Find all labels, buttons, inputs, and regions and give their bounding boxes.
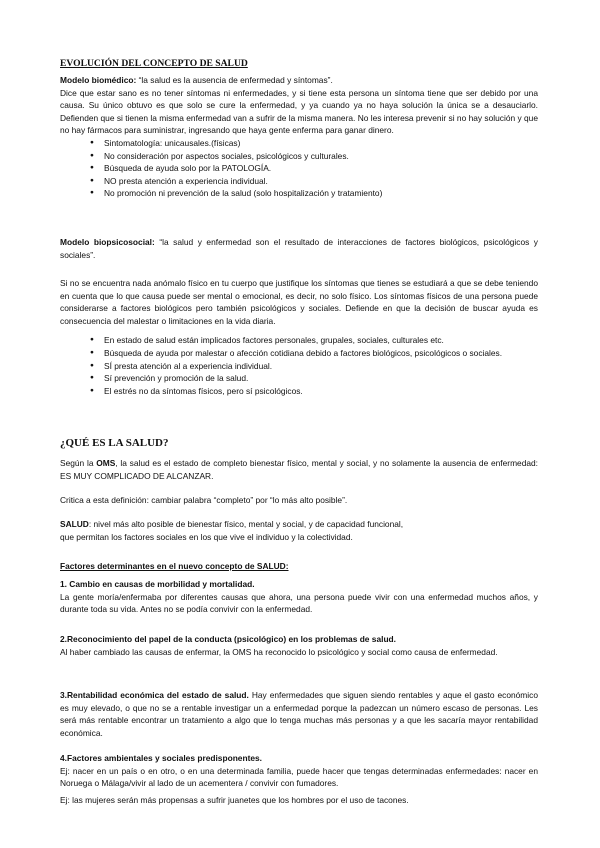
- list-item: ● No promoción ni prevención de la salud (solo hospitalización y tratamiento): [94, 187, 538, 200]
- factor-4-body: Ej: nacer en un país o en otro, o en una determinada familia, puede hacer que tengas determinadas enfermedades: nacer en Noruega o Málaga/vivir al lado de un acementera / convivir con fumadores.: [60, 765, 538, 789]
- list-item: ● Sintomatología: unicausales.(físicas): [94, 137, 538, 150]
- biopsychosocial-section: [60, 236, 538, 261]
- document-title: EVOLUCIÓN DEL CONCEPTO DE SALUD: [60, 58, 248, 69]
- biomedical-body: Dice que estar sano es no tener síntomas ni enfermedades, y si tiene esta persona un síntoma tiene que ser debido por una causa. Su único obtuvo es que solo se cure la enfermedad, y ya cuando ya no haya solución la única se a desauciarlo. Defienden que si tienen la misma enfermedad van a sufrir de la misma manera. No les interesa prevenir si no hay solución y que no hay fármacos para suministrar, ingresando que haya gente enferma para ganar dinero.: [60, 87, 538, 136]
- biomedical-bullets: [60, 137, 538, 200]
- factor-2: [60, 633, 538, 658]
- biomedical-section: [60, 74, 538, 200]
- biopsychosocial-bullets: [60, 334, 538, 397]
- factor-1-title: 1. Cambio en causas de morbilidad y mortalidad.: [60, 579, 255, 589]
- list-item: ● No consideración por aspectos sociales, psicológicos y culturales.: [94, 150, 538, 163]
- critica-line: Critica a esta definición: cambiar palabra “completo” por “lo más alto posible”.: [60, 495, 348, 505]
- factores-heading: Factores determinantes en el nuevo concepto de SALUD:: [60, 561, 289, 571]
- biopsychosocial-body-section: [60, 277, 538, 397]
- factor-3-text: 3.Rentabilidad económica del estado de salud. Hay enfermedades que siguen siendo rentables y aque el gasto económico es muy elevado, o que no se a rentable investigar un a enfermedad porque la padezcan un número escaso de personas. Les será más rentable encontrar un tratamiento a algo que lo tenga muchas más personas y a que les sacaría mayor rentabilidad económica.: [60, 690, 538, 738]
- factor-1-body: La gente moría/enfermaba por diferentes causas que ahora, una persona puede vivir con una enfermedad muchos años, y durante toda su vida. Antes no se podía convivir con la enfermedad.: [60, 591, 538, 615]
- salud-definition: SALUD: nivel más alto posible de bienestar físico, mental y social, y de capacidad funcional, que permitan los factores sociales en los que vive el individuo y la colectividad.: [60, 519, 404, 542]
- list-item: ● En estado de salud están implicados factores personales, grupales, sociales, culturales etc.: [94, 334, 538, 347]
- biopsychosocial-body: Si no se encuentra nada anómalo físico en tu cuerpo que justifique los síntomas que tienes se estudiará a que se debe teniendo en cuenta que lo que causa puede ser mental o emocional, es decir, no solo físico. Los síntomas físicos de una persona puede considerarse a factores biológicos pero también psicológicos y sociales. Defiende en que la decisión de buscar ayuda es consecuencia del malestar o limitaciones en la vida diaria.: [60, 278, 538, 326]
- biomedical-label: Modelo biomédico:: [60, 75, 137, 85]
- list-item: ● NO presta atención a experiencia individual.: [94, 175, 538, 188]
- list-item: ● Sí prevención y promoción de la salud.: [94, 372, 538, 385]
- factor-2-body: Al haber cambiado las causas de enfermar, la OMS ha reconocido lo psicológico y social como causa de enfermedad.: [60, 646, 498, 657]
- list-item: ● Búsqueda de ayuda solo por la PATOLOGÍA.: [94, 162, 538, 175]
- list-item: ● Búsqueda de ayuda por malestar o afección cotidiana debido a factores biológicos, psicológicos o sociales.: [94, 347, 538, 360]
- que-es-heading: ¿QUÉ ES LA SALUD?: [60, 437, 169, 449]
- factor-3: [60, 689, 538, 739]
- factor-4-title: 4.Factores ambientales y sociales predisponentes.: [60, 753, 263, 763]
- oms-section: [60, 457, 538, 482]
- list-item: ● El estrés no da síntomas físicos, pero sí psicológicos.: [94, 385, 538, 398]
- factor-1: [60, 578, 538, 616]
- factor-2-title: 2.Reconocimiento del papel de la conducta (psicológico) en los problemas de salud.: [60, 634, 396, 644]
- biopsychosocial-definition: Modelo biopsicosocial: “la salud y enfermedad son el resultado de interacciones de factores biológicos, psicológicos y sociales”.: [60, 237, 538, 260]
- factor-3-title: 3.Rentabilidad económica del estado de salud.: [60, 690, 249, 700]
- biopsychosocial-label: Modelo biopsicosocial:: [60, 237, 155, 247]
- list-item: ● SÍ presta atención al a experiencia individual.: [94, 360, 538, 373]
- oms-definition: Según la OMS, la salud es el estado de completo bienestar físico, mental y social, y no solamente la ausencia de enfermedad: ES MUY COMPLICADO DE ALCANZAR.: [60, 458, 539, 481]
- factor-4: [60, 752, 538, 806]
- factor-4-example: Ej: las mujeres serán más propensas a sufrir juanetes que los hombres por el uso de tacones.: [60, 794, 409, 805]
- biomedical-definition: Modelo biomédico: “la salud es la ausencia de enfermedad y síntomas”.: [60, 75, 333, 85]
